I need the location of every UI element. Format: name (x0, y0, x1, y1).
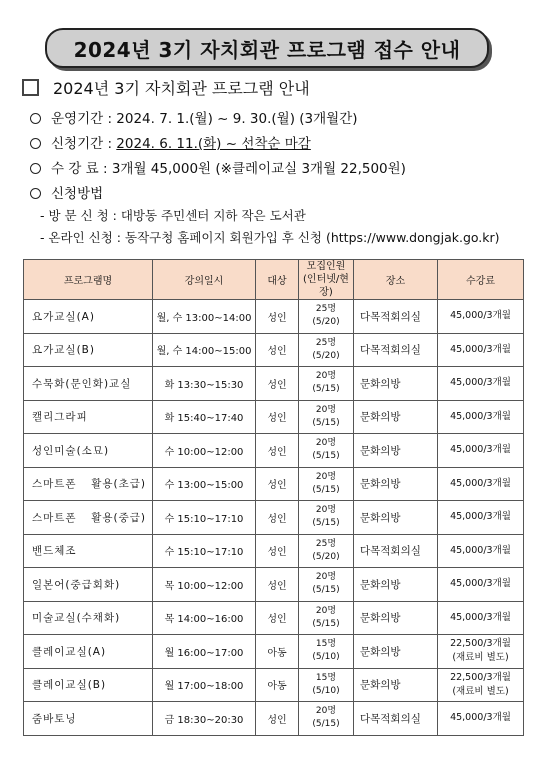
capacity: 25명 (5/20) (299, 333, 354, 367)
capacity: 15명 (5/10) (299, 635, 354, 669)
program-name: 줌바토닝 (24, 702, 153, 736)
info-apply-period: 신청기간 : 2024. 6. 11.(화) ~ 선착순 마감 (30, 132, 311, 152)
program-name: 요가교실(A) (24, 300, 153, 334)
fee: 45,000/3개월 (438, 367, 524, 401)
info-online: - 온라인 신청 : 동작구청 홈페이지 회원가입 후 신청 (https://www.dongjak.go.kr) (40, 230, 500, 245)
target: 성인 (256, 400, 299, 434)
place: 문화의방 (354, 400, 438, 434)
bullet-circle-icon (30, 138, 41, 149)
fee: 45,000/3개월 (438, 568, 524, 602)
info-period: 운영기간 : 2024. 7. 1.(월) ~ 9. 30.(월) (3개월간) (30, 107, 358, 127)
fee: 45,000/3개월 (438, 501, 524, 535)
fee: 45,000/3개월 (438, 300, 524, 334)
capacity: 20명 (5/15) (299, 702, 354, 736)
program-name: 캘리그라피 (24, 400, 153, 434)
capacity: 20명 (5/15) (299, 434, 354, 468)
lecture-time: 월, 수 13:00~14:00 (153, 300, 256, 334)
bullet-circle-icon (30, 188, 41, 199)
target: 성인 (256, 568, 299, 602)
place: 문화의방 (354, 668, 438, 702)
lecture-time: 월, 수 14:00~15:00 (153, 333, 256, 367)
section-heading-text: 2024년 3기 자치회관 프로그램 안내 (53, 79, 310, 98)
table-header-row (24, 260, 524, 300)
place: 문화의방 (354, 367, 438, 401)
place: 문화의방 (354, 501, 438, 535)
lecture-time: 목 10:00~12:00 (153, 568, 256, 602)
fee: 45,000/3개월 (438, 702, 524, 736)
lecture-time: 화 13:30~15:30 (153, 367, 256, 401)
lecture-time: 수 13:00~15:00 (153, 467, 256, 501)
capacity: 20명 (5/15) (299, 367, 354, 401)
table-row (24, 668, 524, 702)
target: 성인 (256, 702, 299, 736)
program-name: 밴드체조 (24, 534, 153, 568)
fee: 45,000/3개월 (438, 601, 524, 635)
program-name: 클레이교실(B) (24, 668, 153, 702)
lecture-time: 목 14:00~16:00 (153, 601, 256, 635)
target: 아동 (256, 668, 299, 702)
target: 성인 (256, 601, 299, 635)
target: 아동 (256, 635, 299, 669)
program-name: 요가교실(B) (24, 333, 153, 367)
target: 성인 (256, 300, 299, 334)
target: 성인 (256, 534, 299, 568)
program-name: 성인미술(소묘) (24, 434, 153, 468)
header-program: 프로그램명 (24, 260, 153, 300)
table-row (24, 467, 524, 501)
table-row (24, 300, 524, 334)
fee: 22,500/3개월 (재료비 별도) (438, 668, 524, 702)
info-visit: - 방 문 신 청 : 대방동 주민센터 지하 작은 도서관 (40, 208, 306, 223)
fee: 45,000/3개월 (438, 333, 524, 367)
table-row (24, 333, 524, 367)
capacity: 20명 (5/15) (299, 568, 354, 602)
bullet-circle-icon (30, 113, 41, 124)
lecture-time: 화 15:40~17:40 (153, 400, 256, 434)
target: 성인 (256, 467, 299, 501)
page-title: 2024년 3기 자치회관 프로그램 접수 안내 (73, 37, 461, 62)
place: 다목적회의실 (354, 534, 438, 568)
lecture-time: 수 15:10~17:10 (153, 501, 256, 535)
place: 문화의방 (354, 467, 438, 501)
capacity: 20명 (5/15) (299, 400, 354, 434)
table-row (24, 601, 524, 635)
table-row (24, 635, 524, 669)
fee: 22,500/3개월 (재료비 별도) (438, 635, 524, 669)
place: 문화의방 (354, 434, 438, 468)
header-target: 대상 (256, 260, 299, 300)
place: 다목적회의실 (354, 702, 438, 736)
lecture-time: 월 17:00~18:00 (153, 668, 256, 702)
capacity: 25명 (5/20) (299, 534, 354, 568)
capacity: 20명 (5/15) (299, 501, 354, 535)
place: 다목적회의실 (354, 333, 438, 367)
target: 성인 (256, 333, 299, 367)
target: 성인 (256, 434, 299, 468)
lecture-time: 월 16:00~17:00 (153, 635, 256, 669)
fee: 45,000/3개월 (438, 534, 524, 568)
lecture-time: 금 18:30~20:30 (153, 702, 256, 736)
place: 문화의방 (354, 568, 438, 602)
header-fee: 수강료 (438, 260, 524, 300)
capacity: 15명 (5/10) (299, 668, 354, 702)
place: 문화의방 (354, 601, 438, 635)
table-row (24, 501, 524, 535)
target: 성인 (256, 501, 299, 535)
info-fee: 수 강 료 : 3개월 45,000원 (※클레이교실 3개월 22,500원) (30, 157, 406, 177)
target: 성인 (256, 367, 299, 401)
table-row (24, 534, 524, 568)
table-row (24, 702, 524, 736)
page-title-banner (45, 28, 489, 68)
place: 문화의방 (354, 635, 438, 669)
table-row (24, 568, 524, 602)
lecture-time: 수 15:10~17:10 (153, 534, 256, 568)
lecture-time: 수 10:00~12:00 (153, 434, 256, 468)
place: 다목적회의실 (354, 300, 438, 334)
program-name: 수묵화(문인화)교실 (24, 367, 153, 401)
program-name: 일본어(중급회화) (24, 568, 153, 602)
table-row (24, 434, 524, 468)
fee: 45,000/3개월 (438, 467, 524, 501)
table-row (24, 400, 524, 434)
program-name: 스마트폰 활용(초급) (24, 467, 153, 501)
capacity: 20명 (5/15) (299, 467, 354, 501)
program-name: 클레이교실(A) (24, 635, 153, 669)
fee: 45,000/3개월 (438, 434, 524, 468)
table-row (24, 367, 524, 401)
bullet-circle-icon (30, 163, 41, 174)
header-time: 강의일시 (153, 260, 256, 300)
checkbox-square-icon (22, 79, 39, 96)
info-method: 신청방법 (30, 182, 103, 202)
fee: 45,000/3개월 (438, 400, 524, 434)
capacity: 20명 (5/15) (299, 601, 354, 635)
header-capacity: 모집인원 (인터넷/현장) (299, 260, 354, 300)
capacity: 25명 (5/20) (299, 300, 354, 334)
program-name: 미술교실(수채화) (24, 601, 153, 635)
program-name: 스마트폰 활용(중급) (24, 501, 153, 535)
header-place: 장소 (354, 260, 438, 300)
section-heading (22, 76, 310, 99)
program-table (23, 259, 524, 736)
